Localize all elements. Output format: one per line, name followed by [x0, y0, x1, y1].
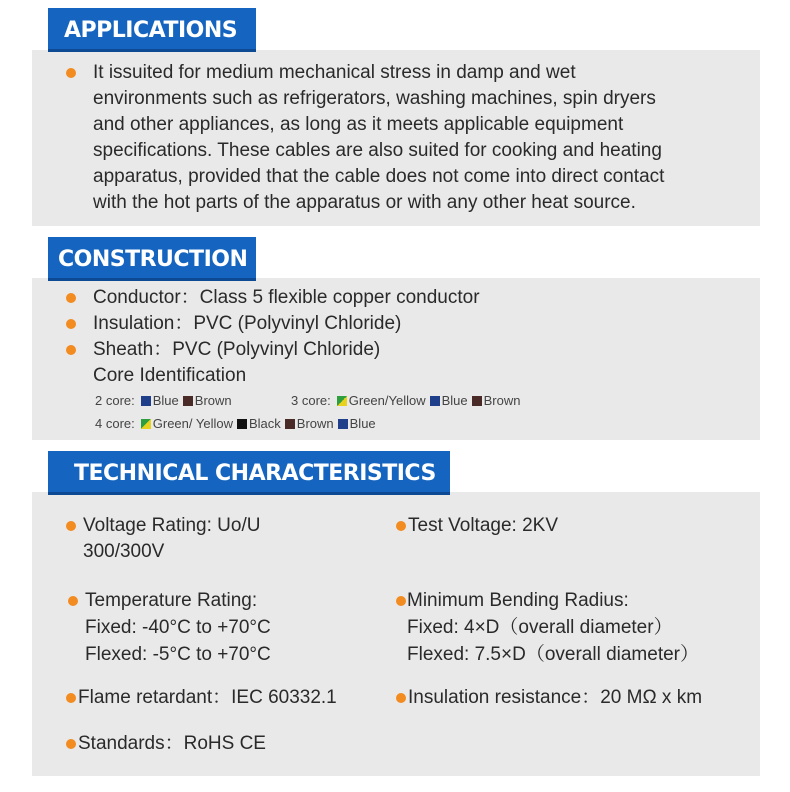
- insulation-text: Insulation：PVC (Polyvinyl Chloride): [93, 313, 402, 334]
- color-swatch-icon: [285, 419, 295, 429]
- core-3-row: [291, 392, 521, 410]
- sheath-text: Sheath：PVC (Polyvinyl Chloride): [93, 339, 381, 360]
- technical-header: [48, 451, 450, 495]
- core-color-name: Brown: [483, 393, 521, 408]
- color-swatch-icon: [141, 419, 151, 429]
- flame-retardant-text: Flame retardant：IEC 60332.1: [78, 687, 337, 708]
- construction-title: CONSTRUCTION: [58, 246, 248, 272]
- applications-line: It issuited for medium mechanical stress in damp and wet: [93, 62, 576, 83]
- core-color-name: Brown: [296, 416, 334, 431]
- bullet-icon: [68, 596, 78, 606]
- bullet-icon: [396, 596, 406, 606]
- core-color-name: Brown: [194, 393, 232, 408]
- core-color-name: Blue: [152, 393, 179, 408]
- core-4-row: [95, 415, 376, 433]
- bullet-icon: [66, 293, 76, 303]
- color-swatch-icon: [141, 396, 151, 406]
- voltage-rating-value: 300/300V: [83, 541, 165, 562]
- insulation-resistance-text: Insulation resistance：20 MΩ x km: [408, 687, 703, 708]
- voltage-rating-text: Voltage Rating: Uo/U: [83, 515, 261, 536]
- color-swatch-icon: [338, 419, 348, 429]
- construction-header: [48, 237, 256, 281]
- bullet-icon: [66, 319, 76, 329]
- applications-text: [93, 60, 755, 216]
- core-color-name: Blue: [441, 393, 468, 408]
- applications-line: specifications. These cables are also suited for cooking and heating: [93, 140, 662, 161]
- standards-text: Standards：RoHS CE: [78, 733, 266, 754]
- bullet-icon: [66, 693, 76, 703]
- core-2-row: [95, 392, 232, 410]
- technical-title: TECHNICAL CHARACTERISTICS: [74, 460, 436, 486]
- bullet-icon: [66, 521, 76, 531]
- bending-radius-title: Minimum Bending Radius:: [407, 590, 629, 611]
- conductor-text: Conductor：Class 5 flexible copper conductor: [93, 287, 480, 308]
- color-swatch-icon: [337, 396, 347, 406]
- core-3-label: 3 core:: [291, 393, 331, 408]
- applications-line: and other appliances, as long as it meets applicable equipment: [93, 114, 624, 135]
- applications-title: APPLICATIONS: [64, 17, 238, 43]
- bullet-icon: [66, 345, 76, 355]
- bending-flexed: Flexed: 7.5×D（overall diameter）: [407, 644, 699, 665]
- color-swatch-icon: [237, 419, 247, 429]
- temperature-flexed: Flexed: -5°C to +70°C: [85, 644, 271, 665]
- color-swatch-icon: [430, 396, 440, 406]
- applications-header: [48, 8, 256, 52]
- core-identification-label: Core Identification: [93, 365, 247, 386]
- core-2-label: 2 core:: [95, 393, 135, 408]
- core-color-name: Blue: [349, 416, 376, 431]
- core-color-name: Black: [248, 416, 281, 431]
- temperature-fixed: Fixed: -40°C to +70°C: [85, 617, 271, 638]
- core-color-name: Green/ Yellow: [152, 416, 233, 431]
- test-voltage-text: Test Voltage: 2KV: [408, 515, 558, 536]
- applications-line: with the hot parts of the apparatus or with any other heat source.: [93, 192, 636, 213]
- bullet-icon: [396, 693, 406, 703]
- applications-line: apparatus, provided that the cable does not come into direct contact: [93, 166, 665, 187]
- bending-fixed: Fixed: 4×D（overall diameter）: [407, 617, 673, 638]
- core-color-name: Green/Yellow: [348, 393, 426, 408]
- color-swatch-icon: [472, 396, 482, 406]
- core-4-label: 4 core:: [95, 416, 135, 431]
- temperature-rating-title: Temperature Rating:: [85, 590, 258, 611]
- bullet-icon: [396, 521, 406, 531]
- bullet-icon: [66, 68, 76, 78]
- bullet-icon: [66, 739, 76, 749]
- applications-line: environments such as refrigerators, washing machines, spin dryers: [93, 88, 656, 109]
- color-swatch-icon: [183, 396, 193, 406]
